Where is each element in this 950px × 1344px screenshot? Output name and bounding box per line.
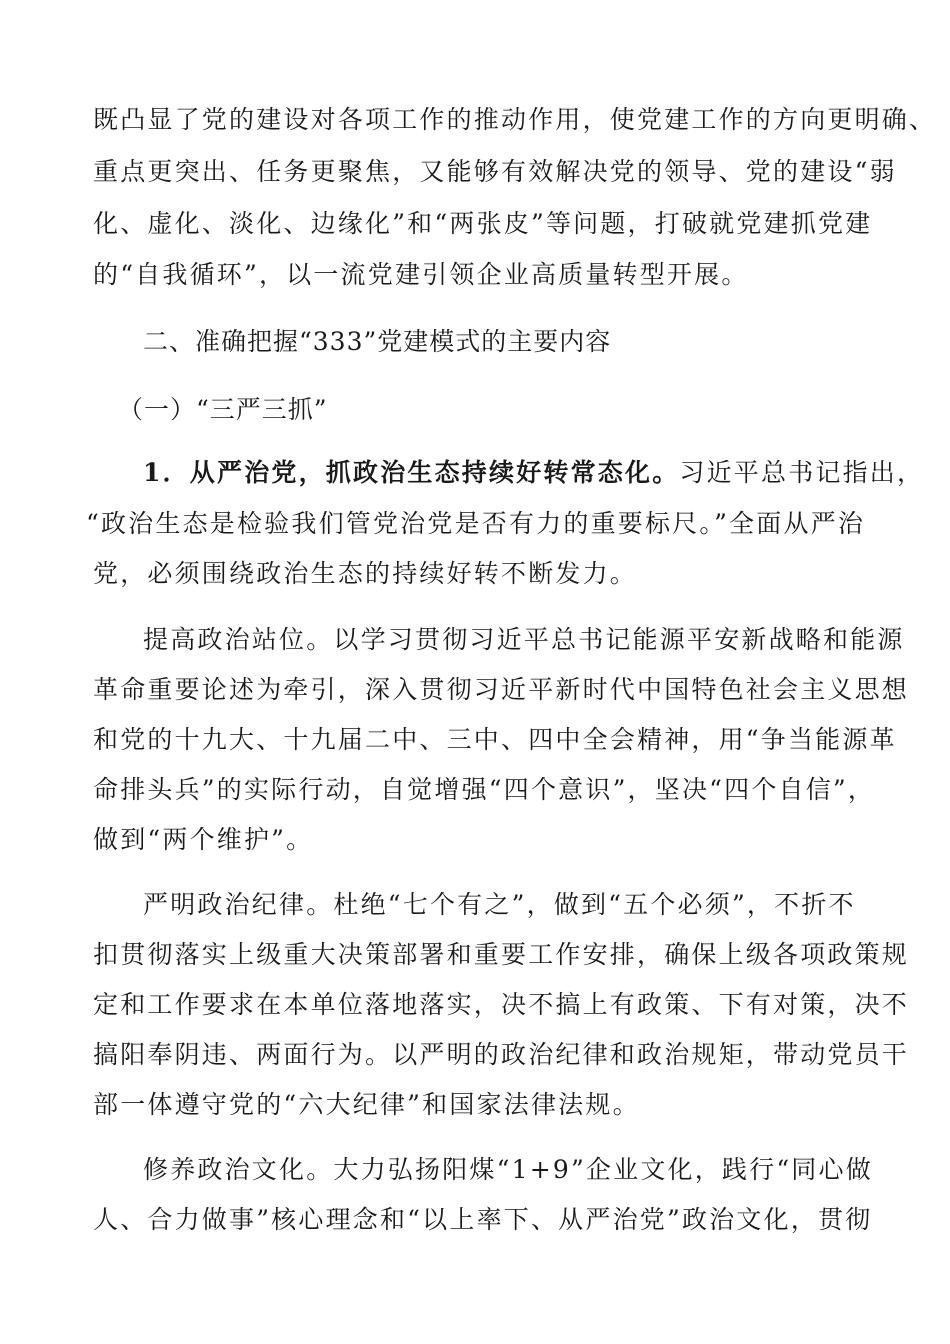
paragraph-line-9: 和党的十九大、十九届二中、三中、四中全会精神，用“争当能源革 bbox=[93, 725, 897, 754]
paragraph-line-8: 革命重要论述为牵引，深入贯彻习近平新时代中国特色社会主义思想 bbox=[93, 675, 910, 704]
paragraph-line-1: 既凸显了党的建设对各项工作的推动作用，使党建工作的方向更明确、 bbox=[93, 105, 937, 134]
paragraph-line-7: 提高政治站位。以学习贯彻习近平总书记能源平安新战略和能源 bbox=[143, 625, 905, 654]
paragraph-line-5: “政治生态是检验我们管党治党是否有力的重要标尺。”全面从严治 bbox=[86, 509, 866, 538]
paragraph-line-3: 化、虚化、淡化、边缘化”和“两张皮”等问题，打破就党建抓党建 bbox=[93, 209, 873, 238]
paragraph-line-11: 做到“两个维护”。 bbox=[93, 825, 314, 854]
section-heading: 二、准确把握“333”党建模式的主要内容 bbox=[143, 327, 612, 356]
paragraph-line-16: 部一体遵守党的“六大纪律”和国家法律法规。 bbox=[93, 1090, 640, 1119]
numbered-item-line bbox=[0, 456, 950, 490]
paragraph-line-15: 搞阳奉阴违、两面行为。以严明的政治纪律和政治规矩，带动党员干 bbox=[93, 1040, 910, 1069]
paragraph-line-10: 命排头兵”的实际行动，自觉增强“四个意识”，坚决“四个自信”， bbox=[93, 775, 876, 804]
paragraph-line-2: 重点更突出、任务更聚焦，又能够有效解决党的领导、党的建设“弱 bbox=[93, 157, 897, 186]
paragraph-line-13: 扣贯彻落实上级重大决策部署和重要工作安排，确保上级各项政策规 bbox=[93, 940, 910, 969]
paragraph-line-6: 党，必须围绕政治生态的持续好转不断发力。 bbox=[93, 559, 638, 588]
paragraph-line-12: 严明政治纪律。杜绝“七个有之”，做到“五个必须”，不折不 bbox=[143, 890, 856, 919]
numbered-item-lead: 习近平总书记指出， bbox=[679, 458, 925, 487]
paragraph-line-18: 人、合力做事”核心理念和“以上率下、从严治党”政治文化，贯彻 bbox=[93, 1205, 873, 1234]
paragraph-line-14: 定和工作要求在本单位落地落实，决不搞上有政策、下有对策，决不 bbox=[93, 990, 910, 1019]
paragraph-line-17: 修养政治文化。大力弘扬阳煤“1+9”企业文化，践行“同心做 bbox=[143, 1155, 873, 1184]
paragraph-line-4: 的“自我循环”，以一流党建引领企业高质量转型开展。 bbox=[93, 260, 749, 289]
subsection-heading: （一）“三严三抓” bbox=[118, 395, 328, 424]
numbered-item-title: 1．从严治党，抓政治生态持续好转常态化。 bbox=[143, 458, 680, 487]
